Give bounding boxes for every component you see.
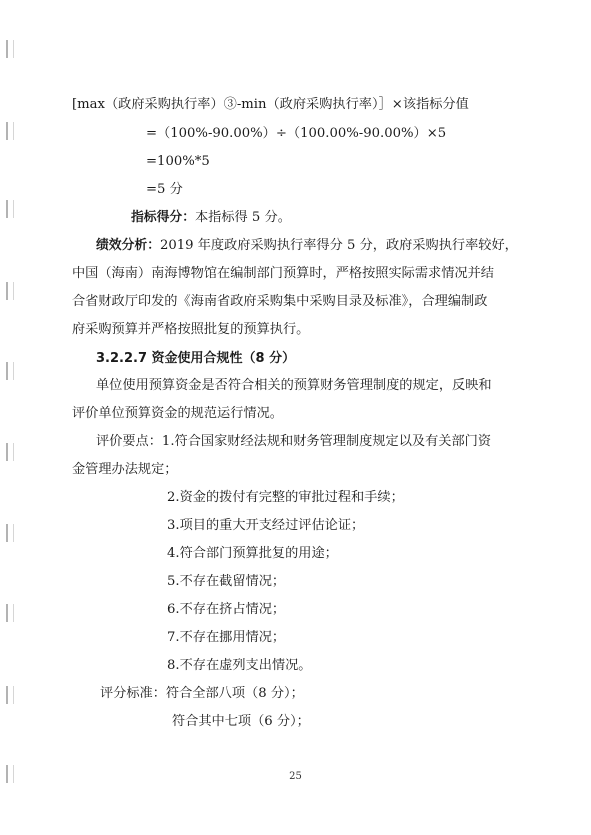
binding-mark <box>6 443 14 461</box>
scoring-standard-line: 评分标准：符合全部八项（8 分）； <box>100 686 304 701</box>
formula-line: [max（政府采购执行率）③-min（政府采购执行率）］×该指标分值 <box>72 97 469 112</box>
binding-mark <box>6 40 14 58</box>
list-item: 6.不存在挤占情况； <box>167 602 286 617</box>
binding-hole-marks <box>6 0 18 835</box>
score-text: 本指标得 5 分。 <box>194 210 291 225</box>
formula-line: =100%*5 <box>146 154 210 169</box>
paragraph-line: 金管理办法规定； <box>72 462 178 477</box>
section-heading: 3.2.2.7 资金使用合规性（8 分） <box>96 351 296 366</box>
scoring-standard-line: 符合其中七项（6 分）； <box>172 714 310 729</box>
list-item: 5.不存在截留情况； <box>167 574 286 589</box>
binding-mark <box>6 604 14 622</box>
page-number: 25 <box>289 771 302 782</box>
binding-mark <box>6 686 14 704</box>
binding-mark <box>6 282 14 300</box>
analysis-text: 2019 年度政府采购执行率得分 5 分，政府采购执行率较好， <box>159 238 518 253</box>
analysis-label: 绩效分析： <box>96 238 160 253</box>
formula-line: =（100%-90.00%）÷（100.00%-90.00%）×5 <box>146 126 447 141</box>
formula-line: =5 分 <box>146 182 183 197</box>
binding-mark <box>6 122 14 140</box>
list-item: 2.资金的拨付有完整的审批过程和手续； <box>167 490 404 505</box>
binding-mark <box>6 362 14 380</box>
list-item: 8.不存在虚列支出情况。 <box>167 658 312 673</box>
paragraph-line: 中国（海南）南海博物馆在编制部门预算时，严格按照实际需求情况并结 <box>72 266 494 281</box>
binding-mark <box>6 524 14 542</box>
list-item: 4.符合部门预算批复的用途； <box>167 546 338 561</box>
paragraph-line: 评价单位预算资金的规范运行情况。 <box>72 406 283 421</box>
score-line <box>131 209 291 227</box>
paragraph-line: 评价要点：1.符合国家财经法规和财务管理制度规定以及有关部门资 <box>96 434 492 449</box>
paragraph-line: 府采购预算并严格按照批复的预算执行。 <box>72 322 310 337</box>
paragraph-line: 合省财政厅印发的《海南省政府采购集中采购目录及标准》，合理编制政 <box>72 294 488 309</box>
binding-mark <box>6 200 14 218</box>
score-label: 指标得分： <box>131 210 195 225</box>
analysis-line <box>96 237 518 255</box>
list-item: 7.不存在挪用情况； <box>167 630 286 645</box>
list-item: 3.项目的重大开支经过评估论证； <box>167 518 365 533</box>
paragraph-line: 单位使用预算资金是否符合相关的预算财务管理制度的规定，反映和 <box>96 378 492 393</box>
